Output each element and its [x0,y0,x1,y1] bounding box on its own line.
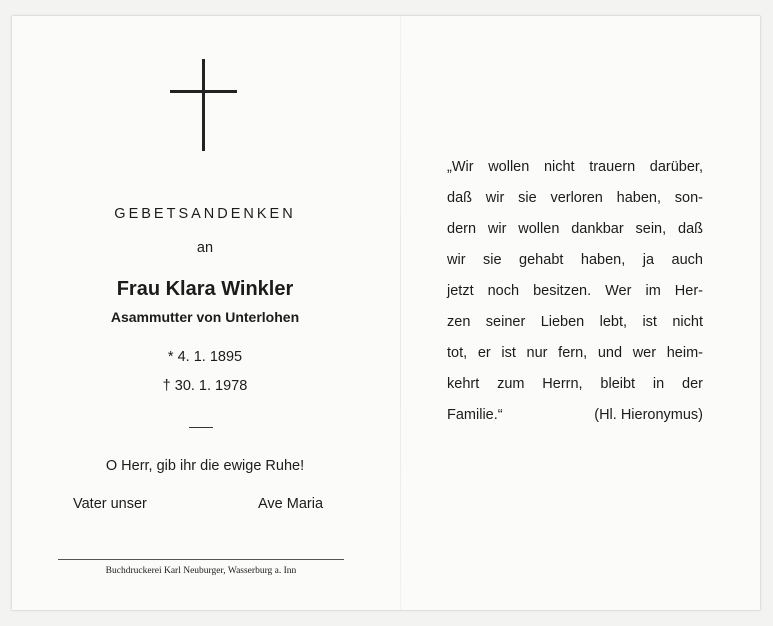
dedication-word: an [196,240,214,256]
prayer-vater-unser: Vater unser [73,496,147,512]
quote-line: wir sie gehabt haben, ja auch [447,252,703,268]
quote-last-line [447,400,703,431]
quote-attribution: (Hl. Hieronymus) [594,407,703,423]
birth-date: * 4. 1. 1895 [167,349,243,365]
deceased-subtitle: Asammutter von Unterlohen [110,309,300,325]
quote-line: „Wir wollen nicht trauern darüber, [447,159,703,175]
printer-credit: Buchdruckerei Karl Neuburger, Wasserburg a. Inn [105,566,297,576]
quote-line: kehrt zum Herrn, bleibt in der [447,376,703,392]
card-heading: GEBETSANDENKEN [114,206,296,222]
divider [189,427,213,428]
quote-line: dern wir wollen dankbar sein, daß [447,221,703,237]
prayer-ave-maria: Ave Maria [258,496,324,512]
quote-end: Familie.“ [447,407,503,423]
deceased-name: Frau Klara Winkler [116,278,294,300]
quote-line: zen seiner Lieben lebt, ist nicht [447,314,703,330]
quote-line: tot, er ist nur fern, und wer heim- [447,345,703,361]
quote-line: jetzt noch besitzen. Wer im Her- [447,283,703,299]
card-fold [400,16,401,610]
death-date: † 30. 1. 1978 [162,378,248,394]
prayer-line: O Herr, gib ihr die ewige Ruhe! [105,458,305,474]
quote-line: daß wir sie verloren haben, son- [447,190,703,206]
printer-rule [58,559,344,560]
quote-block [447,152,703,431]
